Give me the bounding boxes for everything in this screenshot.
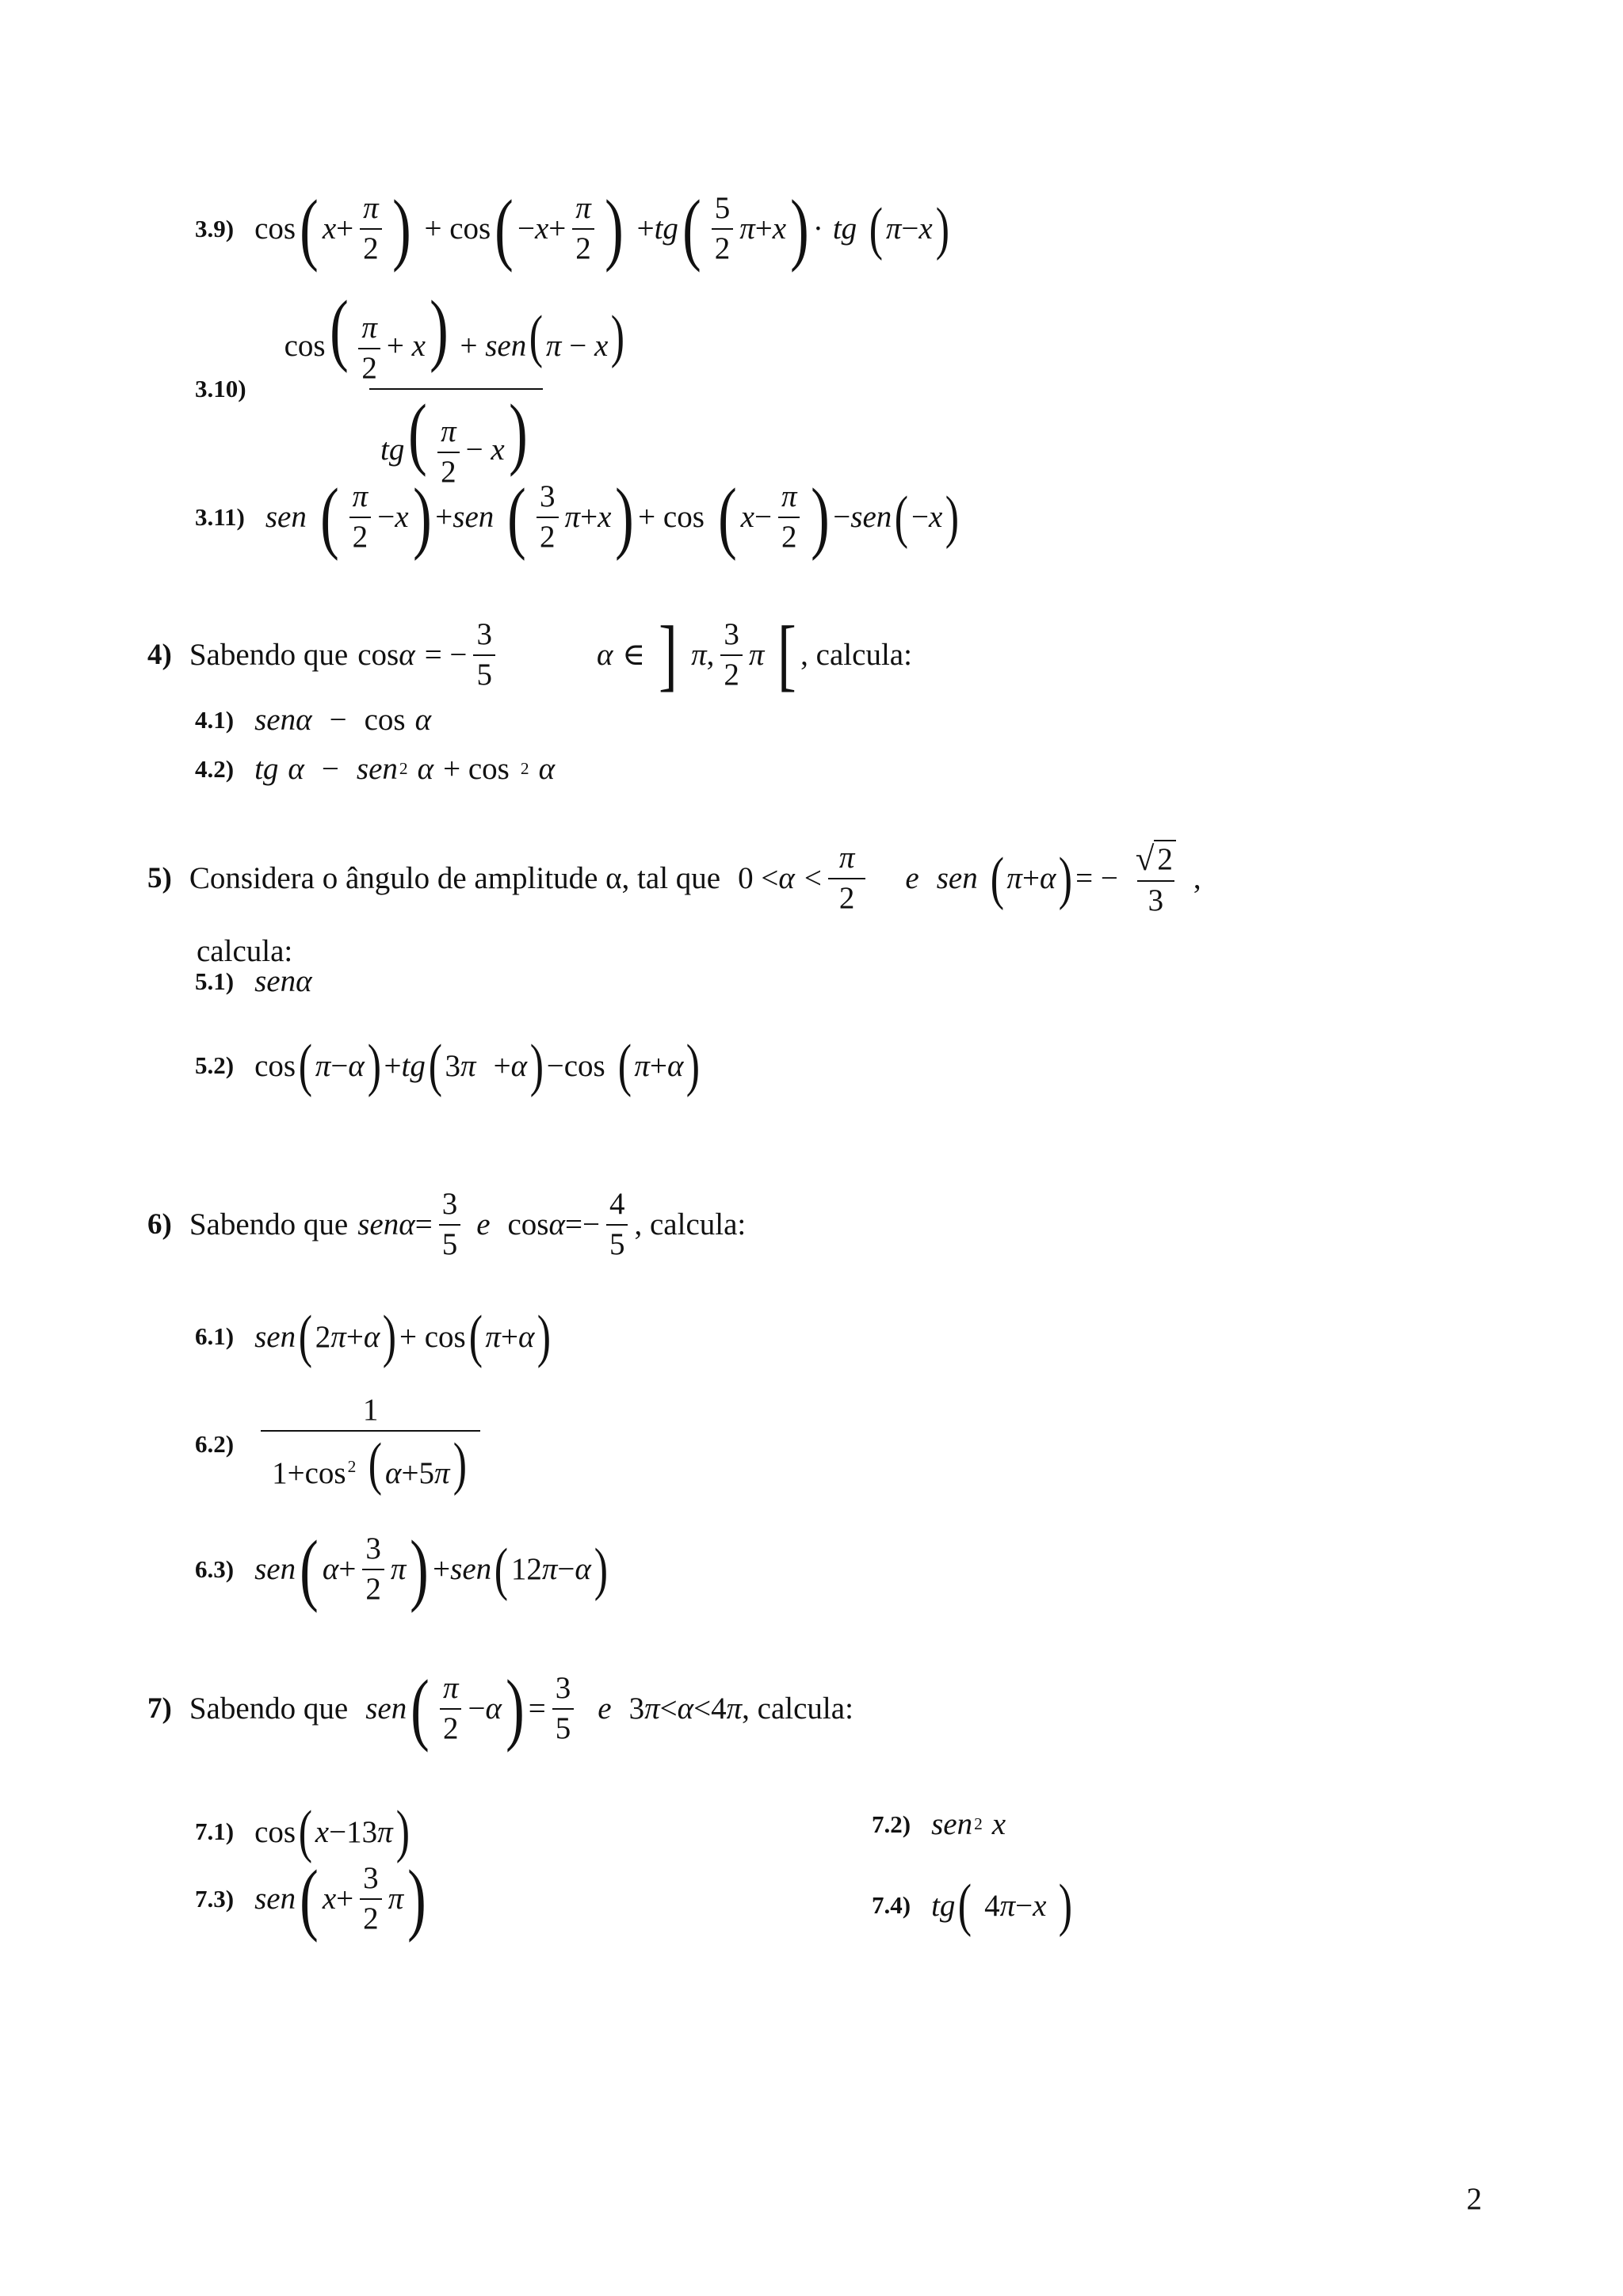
question-number: 5) [147, 862, 172, 895]
question-number: 4) [147, 639, 172, 672]
exercise-label: 7.3) [195, 1884, 235, 1913]
question-text-end: , calcula: [742, 1691, 854, 1726]
exercise-6-2 [195, 1393, 487, 1497]
exercise-label: 3.11) [195, 502, 245, 531]
math-expression: cos α = − $\frac{3}{5}$ α ∈ ] π , $\frac{3}{2}$ π [ [357, 610, 797, 699]
math-expression: sen α [254, 964, 312, 998]
exercise-label: 7.1) [195, 1817, 235, 1846]
exercise-label: 5.2) [195, 1051, 235, 1080]
exercise-3-11 [195, 472, 962, 561]
math-expression: sen α − cos α [254, 703, 432, 737]
exercise-7-3 [195, 1854, 430, 1943]
exercise-6-1 [195, 1304, 554, 1369]
question-number: 6) [147, 1208, 172, 1241]
math-expression: sen ( 2 π + α ) + cos ( π + α ) [254, 1304, 552, 1369]
math-expression: sen ( x + $\frac{3}{2}$ π ) [254, 1854, 426, 1943]
math-expression: tg ( 4 π − x ) [931, 1873, 1073, 1938]
question-text: Sabendo que [189, 1207, 349, 1242]
math-expression: sen ( α + $\frac{3}{2}$ π ) + sen ( 12 π − α ) [254, 1524, 608, 1613]
exercise-label: 7.4) [872, 1891, 911, 1920]
math-expression: cos ( x −13 π ) [254, 1799, 410, 1864]
exercise-4-2 [195, 751, 555, 787]
exercise-5-1 [195, 963, 312, 999]
math-expression: sen 2 x [931, 1807, 1006, 1841]
math-expression: sen ( $\frac{\pi}{2}$ − α ) = $\frac{3}{5}$ e 3 π < α <4 π [365, 1664, 743, 1753]
exercise-7-1 [195, 1799, 412, 1864]
math-expression: sen α = $\frac{3}{5}$ e cos α =− $\frac{4}{5}$ [348, 1188, 634, 1261]
question-text-end: , calcula: [634, 1207, 747, 1242]
exercise-6-3 [195, 1524, 611, 1613]
exercise-label: 3.10) [195, 374, 246, 402]
question-number: 7) [147, 1692, 172, 1726]
question-4 [147, 610, 912, 699]
question-7 [147, 1664, 854, 1753]
page-number: 2 [1466, 2182, 1482, 2216]
question-6 [147, 1188, 746, 1261]
exercise-label: 4.1) [195, 705, 235, 734]
math-expression: cos ( π − α ) + tg ( 3 π + α ) −cos ( π + α ) [254, 1033, 701, 1098]
question-text: Considera o ângulo de amplitude α, tal que [189, 861, 721, 896]
exercise-7-4 [872, 1873, 1075, 1938]
exercise-label: 6.3) [195, 1554, 235, 1583]
exercise-4-1 [195, 702, 431, 738]
question-text: Sabendo que [189, 638, 349, 673]
question-text-end: , calcula: [800, 638, 912, 673]
math-expression: $\frac{1}{1+\cos^2 (\alpha+5\pi)}$ [254, 1394, 487, 1493]
exercise-label: 4.2) [195, 754, 235, 783]
exercise-label: 5.1) [195, 967, 235, 995]
question-5 [147, 840, 1201, 917]
math-expression: tg α − sen 2 α + cos 2 α [254, 752, 556, 786]
math-expression: sen ( $\frac{\pi}{2}$ − x ) + sen ( $\frac{3}{2}$ π + x ) + cos ( x − $\frac{\pi}{2}$ ) − sen ( − x ) [265, 472, 960, 561]
exercise-3-10 [195, 284, 645, 490]
exercise-7-2 [872, 1806, 1006, 1842]
math-expression: cos( $\frac{\pi}{2}$ + x) + sen(π − x) tg( $\frac{\pi}{2}$ − x) [284, 284, 625, 490]
math-expression: 0 < α < $\frac{\pi}{2}$ e sen ( π + α ) = − √ 2 3 , [738, 840, 1201, 917]
exercise-label: 7.2) [872, 1810, 911, 1838]
exercise-3-9 [195, 184, 952, 273]
math-expression: cos ( x + $\frac{\pi}{2}$ ) + cos ( − x + $\frac{\pi}{2}$ ) + tg ( $\frac{5}{2}$ π + x ) · tg ( π − x ) [254, 184, 949, 273]
exercise-label: 6.1) [195, 1322, 235, 1351]
question-text: calcula: [197, 934, 293, 968]
exercise-label: 3.9) [195, 214, 235, 242]
question-text: Sabendo que [189, 1691, 349, 1726]
exercise-5-2 [195, 1033, 703, 1098]
exercise-label: 6.2) [195, 1429, 235, 1458]
